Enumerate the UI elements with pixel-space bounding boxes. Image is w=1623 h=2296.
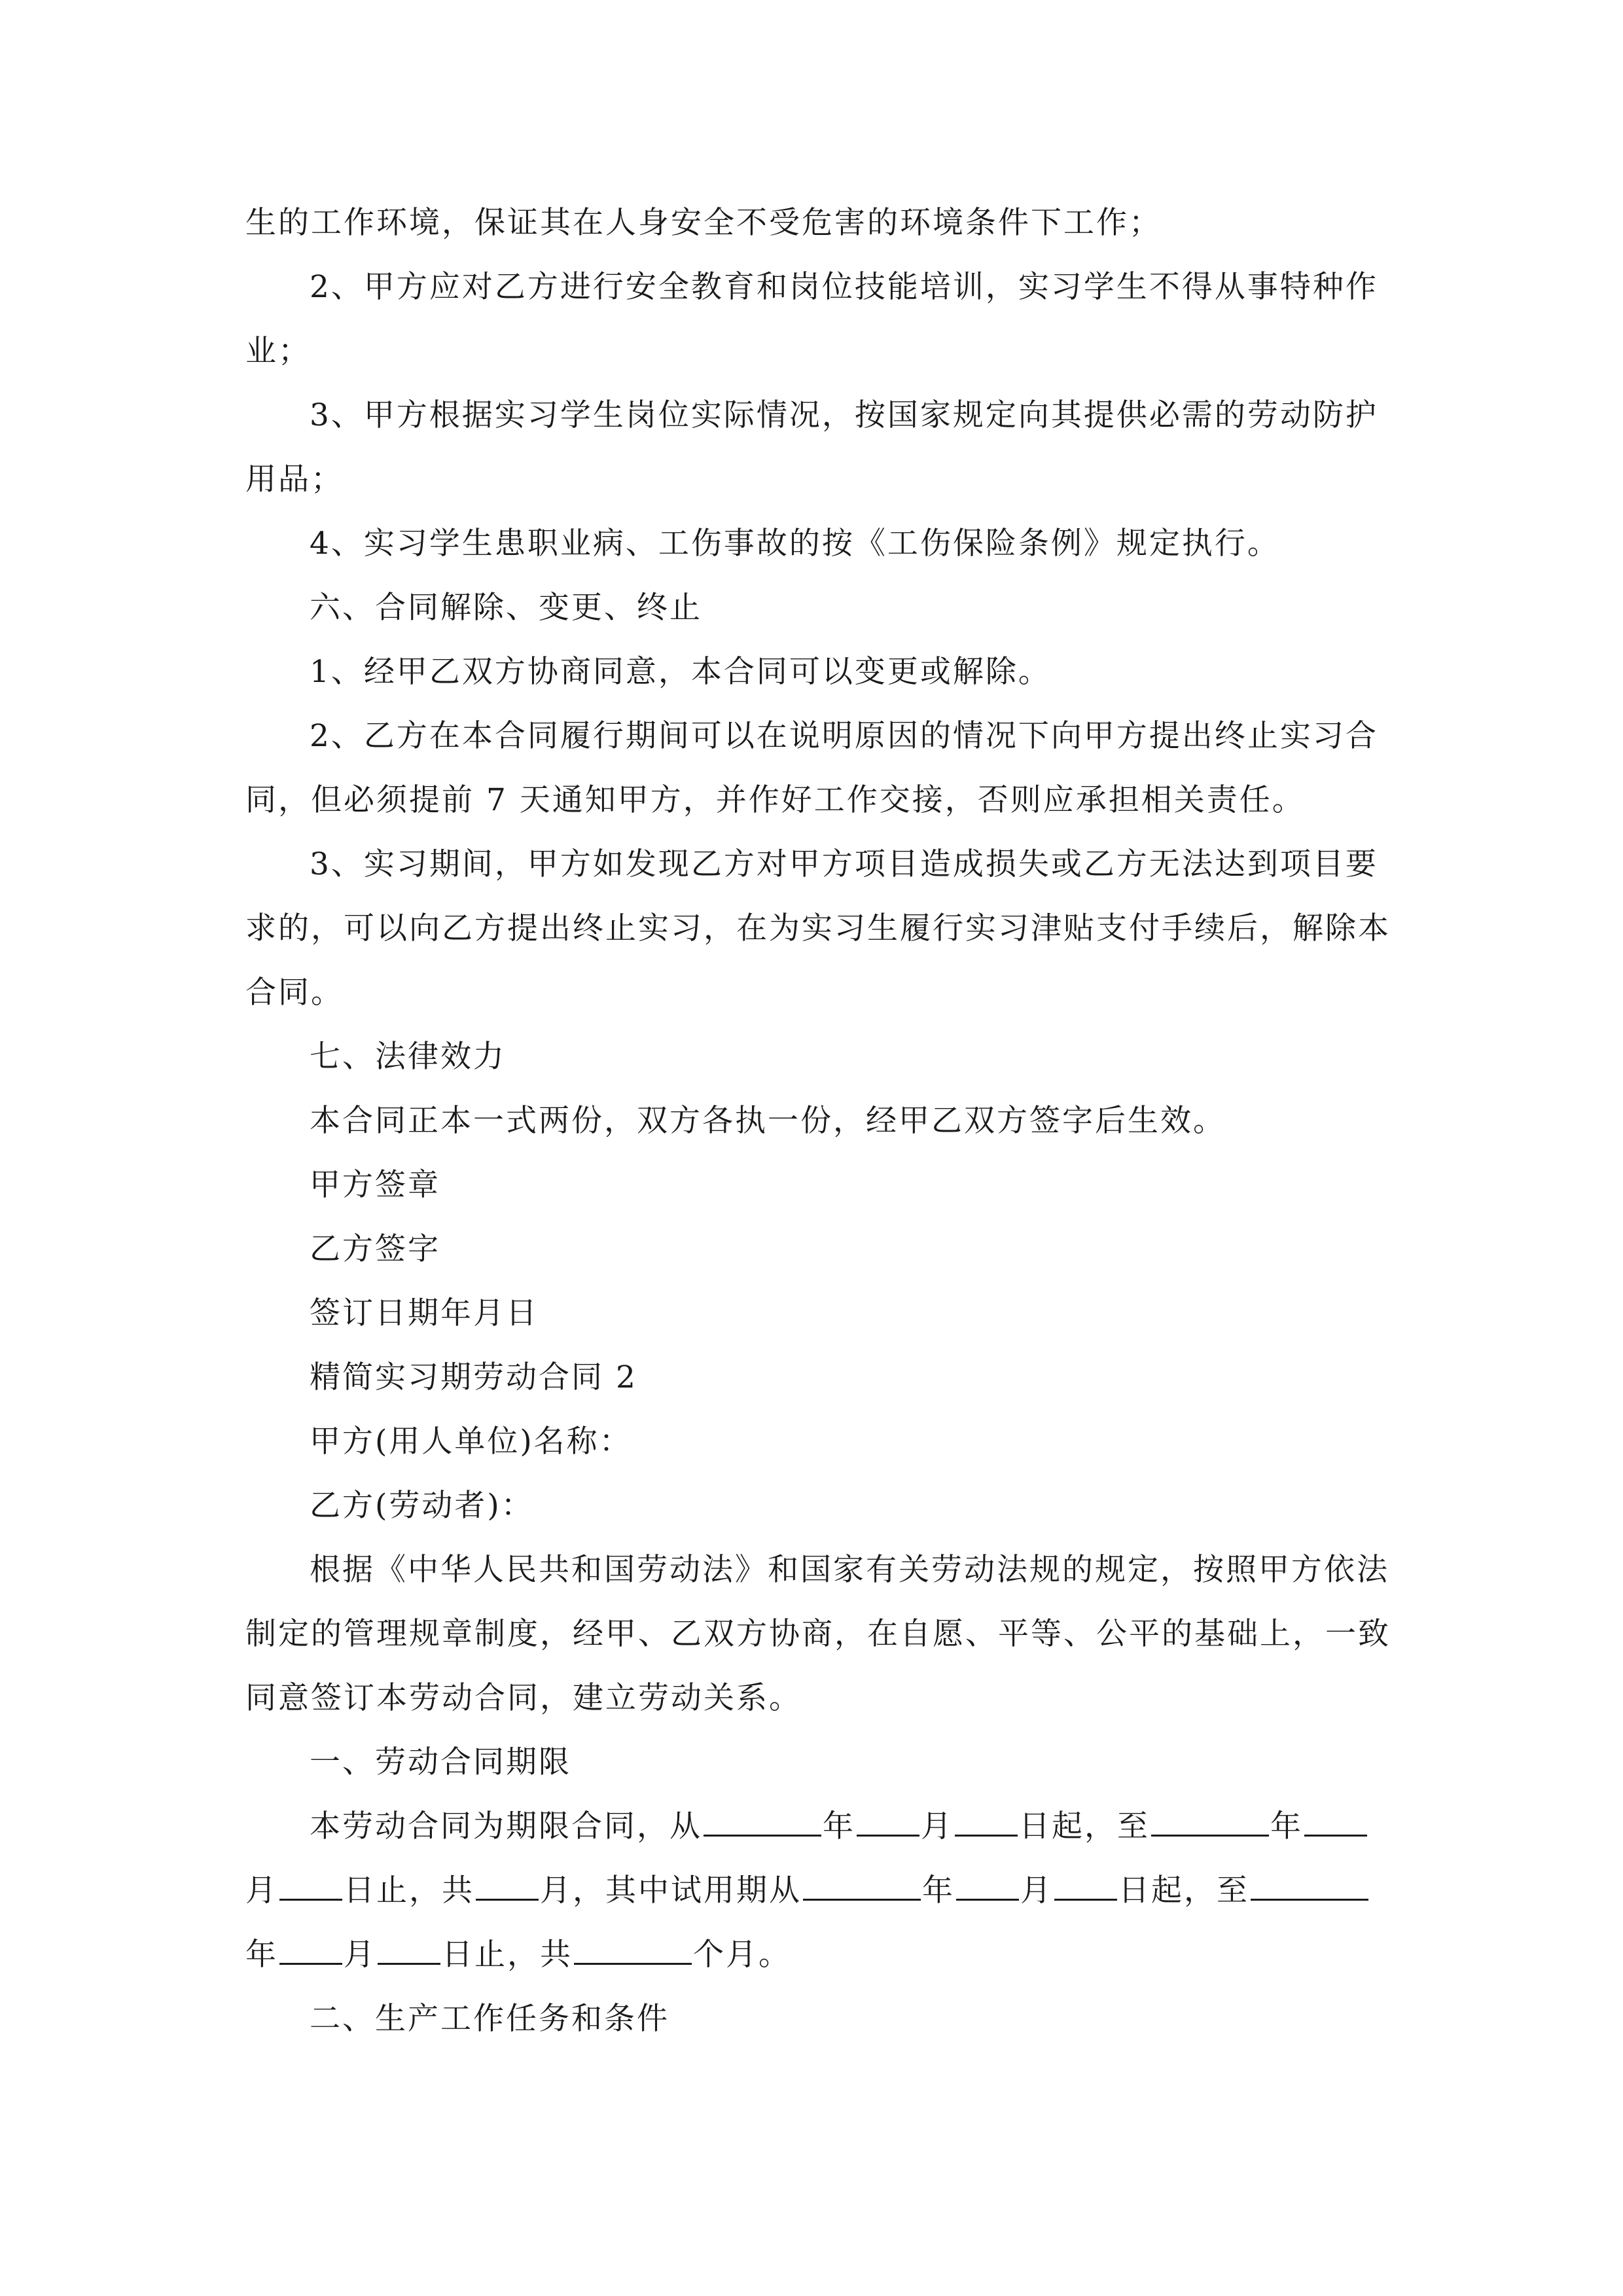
trial-months-blank[interactable]	[574, 1925, 692, 1965]
trial-start-year-blank[interactable]	[803, 1861, 921, 1901]
end-day-blank[interactable]	[279, 1861, 342, 1901]
end-month-blank-part[interactable]	[1304, 1797, 1367, 1837]
signing-date: 签订日期年月日	[310, 1295, 539, 1331]
contract-term-line-1	[245, 1795, 1378, 1859]
contract-term-line-3	[245, 1923, 1378, 1987]
day-until-label: 日止，共	[442, 1937, 573, 1973]
month-label: 月	[921, 1808, 954, 1844]
paragraph-line: 4、实习学生患职业病、工伤事故的按《工伤保险条例》规定执行。	[310, 526, 1280, 562]
paragraph-line: 2、甲方应对乙方进行安全教育和岗位技能培训，实习学生不得从事特种作	[310, 269, 1378, 305]
start-day-blank[interactable]	[955, 1797, 1018, 1837]
month-label: 月	[344, 1937, 376, 1973]
paragraph-line: 1、经甲乙双方协商同意，本合同可以变更或解除。	[310, 654, 1051, 690]
month-label: 月	[245, 1873, 278, 1909]
paragraph-line: 用品；	[245, 461, 344, 497]
term-text: 本劳动合同为期限合同，从	[310, 1808, 702, 1844]
trial-start-day-blank[interactable]	[1054, 1861, 1117, 1901]
paragraph-line: 业；	[245, 333, 311, 369]
day-from-label: 日起，至	[1118, 1873, 1249, 1909]
paragraph-line: 合同。	[245, 975, 344, 1011]
paragraph-line: 同意签订本劳动合同，建立劳动关系。	[245, 1680, 802, 1716]
trial-start-month-blank[interactable]	[956, 1861, 1019, 1901]
party-b-name: 乙方(劳动者)：	[310, 1488, 534, 1524]
party-a-name: 甲方(用人单位)名称：	[310, 1424, 632, 1460]
signature-party-a: 甲方签章	[310, 1167, 440, 1203]
year-label: 年	[1270, 1808, 1303, 1844]
paragraph-line: 制定的管理规章制度，经甲、乙双方协商，在自愿、平等、公平的基础上，一致	[245, 1616, 1391, 1652]
months-label: 个月。	[693, 1937, 791, 1973]
year-label: 年	[245, 1937, 278, 1973]
paragraph-line: 本合同正本一式两份，双方各执一份，经甲乙双方签字后生效。	[310, 1103, 1226, 1139]
trial-period-label: 月，其中试用期从	[540, 1873, 802, 1909]
trial-end-day-blank[interactable]	[378, 1925, 440, 1965]
signature-party-b: 乙方签字	[310, 1231, 440, 1267]
document-title: 精简实习期劳动合同 2	[310, 1359, 637, 1395]
paragraph-line: 2、乙方在本合同履行期间可以在说明原因的情况下向甲方提出终止实习合	[310, 718, 1378, 754]
paragraph-line: 同，但必须提前 7 天通知甲方，并作好工作交接，否则应承担相关责任。	[245, 782, 1305, 818]
paragraph-line: 生的工作环境，保证其在人身安全不受危害的环境条件下工作；	[245, 205, 1162, 241]
contract-term-line-2	[245, 1859, 1378, 1923]
day-from-label: 日起，至	[1019, 1808, 1150, 1844]
year-label: 年	[922, 1873, 955, 1909]
trial-end-month-blank[interactable]	[279, 1925, 342, 1965]
section-heading: 七、法律效力	[310, 1039, 506, 1075]
start-year-blank[interactable]	[704, 1797, 821, 1837]
paragraph-line: 3、甲方根据实习学生岗位实际情况，按国家规定向其提供必需的劳动防护	[310, 397, 1378, 433]
start-month-blank[interactable]	[857, 1797, 919, 1837]
total-months-blank[interactable]	[476, 1861, 539, 1901]
trial-end-year-blank-part[interactable]	[1251, 1861, 1368, 1901]
day-until-label: 日止，共	[344, 1873, 474, 1909]
paragraph-line: 求的，可以向乙方提出终止实习，在为实习生履行实习津贴支付手续后，解除本	[245, 910, 1391, 946]
paragraph-line: 3、实习期间，甲方如发现乙方对甲方项目造成损失或乙方无法达到项目要	[310, 846, 1378, 882]
month-label: 月	[1020, 1873, 1053, 1909]
year-label: 年	[823, 1808, 855, 1844]
paragraph-line: 根据《中华人民共和国劳动法》和国家有关劳动法规的规定，按照甲方依法	[310, 1552, 1389, 1588]
end-year-blank[interactable]	[1151, 1797, 1269, 1837]
section-heading: 六、合同解除、变更、终止	[310, 590, 702, 626]
document-body	[245, 191, 1391, 2051]
section-heading: 二、生产工作任务和条件	[310, 2001, 669, 2037]
section-heading: 一、劳动合同期限	[310, 1744, 571, 1780]
